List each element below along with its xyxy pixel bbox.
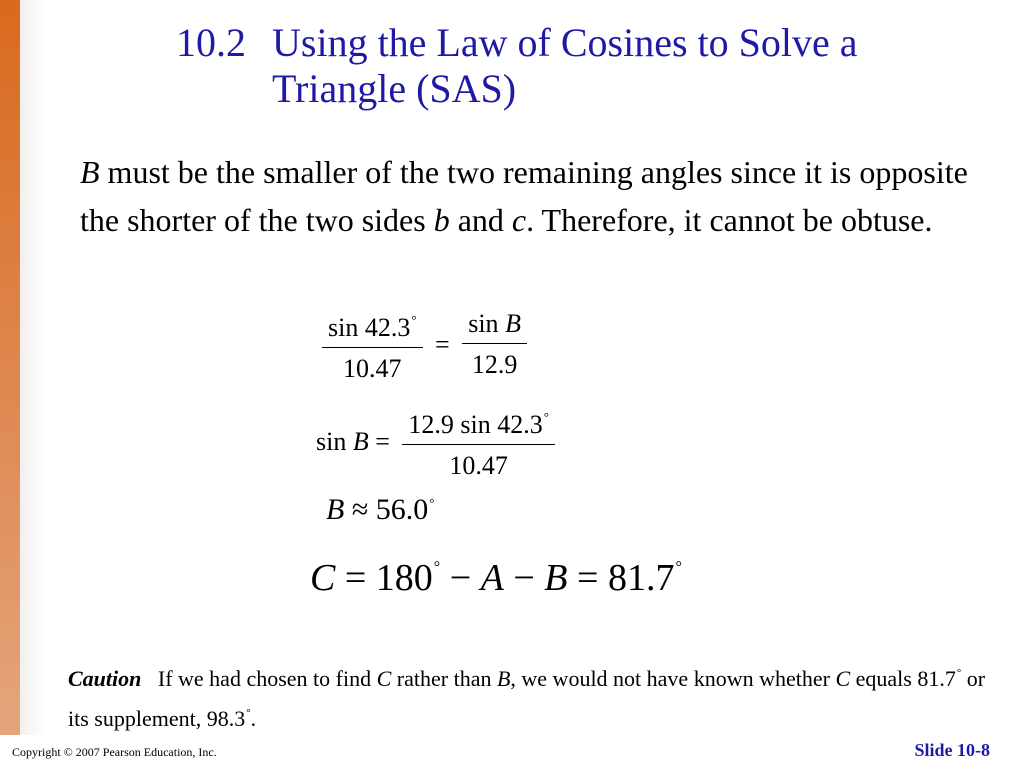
fraction-right-denominator: 12.9	[462, 343, 527, 380]
section-number: 10.2	[176, 20, 246, 65]
accent-side-bar	[0, 0, 20, 735]
fraction-left	[322, 305, 423, 384]
fraction-sinB	[402, 402, 555, 481]
fraction-sinB-denominator: 10.47	[402, 444, 555, 481]
body-text-2: . Therefore, it cannot be obtuse.	[526, 202, 933, 238]
var-b: b	[433, 202, 450, 238]
slide-title: Using the Law of Cosines to Solve a Triangle (SAS)	[272, 20, 858, 111]
fraction-left-numerator: sin 42.3°	[328, 312, 417, 342]
equation-lhs: sin B =	[316, 426, 390, 456]
copyright-footer: Copyright © 2007 Pearson Education, Inc.	[12, 745, 217, 759]
var-c: c	[511, 202, 527, 238]
side-bar-shadow	[20, 0, 46, 735]
equation-solve-sinB	[316, 402, 555, 481]
fraction-left-denominator: 10.47	[322, 347, 423, 384]
equation-B-approx: B ≈ 56.0°	[326, 493, 435, 526]
caution-label: Caution	[68, 666, 142, 691]
fraction-right-numerator: sin B	[468, 309, 521, 338]
slide-number: Slide 10-8	[914, 740, 990, 760]
fraction-right	[462, 309, 527, 380]
equals-sign: =	[435, 329, 450, 359]
equation-law-of-sines	[322, 305, 527, 384]
degree-symbol: °	[411, 312, 417, 327]
body-paragraph	[80, 148, 980, 244]
equation-C-value: C = 180° − A − B = 81.7°	[310, 557, 682, 599]
var-B: B	[80, 154, 100, 190]
caution-note: Caution If we had chosen to find C rather than B, we would not have known whether C equals 81.7° or its supplement, 98.3°.	[68, 666, 986, 731]
fraction-sinB-numerator: 12.9 sin 42.3°	[408, 409, 549, 439]
body-text-and: and	[449, 202, 512, 238]
body-text-1: must be the smaller of the two remaining angles since it is opposite the shorter of the two sides	[80, 154, 968, 238]
